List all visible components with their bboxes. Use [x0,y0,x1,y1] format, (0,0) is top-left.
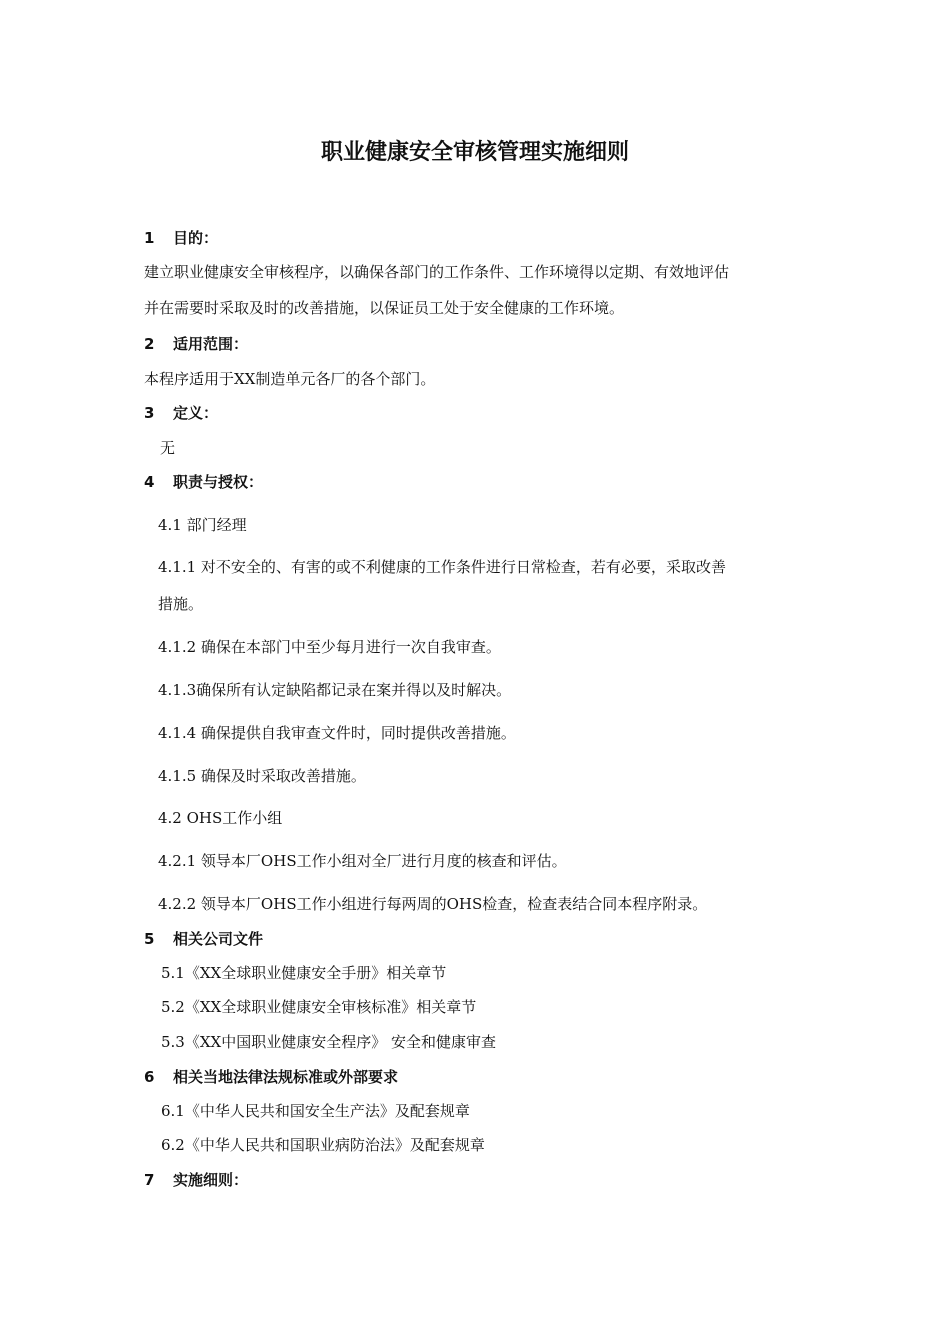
section-number: 7 [144,1171,155,1189]
subsection-line: 4.2 OHS工作小组 [158,809,283,827]
section-title: 适用范围： [173,335,249,353]
section-heading-4 [144,472,263,492]
paragraph-line: 建立职业健康安全审核程序，以确保各部门的工作条件、工作环境得以定期、有效地评估 [144,263,730,281]
section-number: 4 [144,473,155,491]
paragraph-line: 4.1.5 确保及时采取改善措施。 [158,767,366,785]
section-title: 目的： [173,229,219,247]
section-title: 相关当地法律法规标准或外部要求 [173,1068,399,1086]
list-item: 6.1《中华人民共和国安全生产法》及配套规章 [161,1102,470,1120]
section-number: 1 [144,229,155,247]
section-heading-1 [144,228,218,248]
section-number: 3 [144,404,155,422]
paragraph-line: 4.1.1 对不安全的、有害的或不利健康的工作条件进行日常检查，若有必要，采取改善 [158,558,726,576]
paragraph-line: 无 [160,439,176,457]
section-heading-2 [144,334,248,354]
paragraph-line: 4.2.2 领导本厂OHS工作小组进行每两周的OHS检查，检查表结合同本程序附录。 [158,895,708,913]
paragraph-line: 4.2.1 领导本厂OHS工作小组对全厂进行月度的核查和评估。 [158,852,567,870]
section-number: 5 [144,930,155,948]
section-title: 职责与授权： [173,473,264,491]
subsection-line: 4.1 部门经理 [158,516,247,534]
list-item: 5.3《XX中国职业健康安全程序》 安全和健康审查 [161,1033,496,1051]
paragraph-line: 本程序适用于XX制造单元各厂的各个部门。 [144,370,436,388]
paragraph-line: 4.1.2 确保在本部门中至少每月进行一次自我审查。 [158,638,501,656]
section-title: 定义： [173,404,219,422]
section-heading-5 [144,929,263,949]
section-number: 6 [144,1068,155,1086]
paragraph-line: 并在需要时采取及时的改善措施，以保证员工处于安全健康的工作环境。 [144,299,625,317]
list-item: 5.2《XX全球职业健康安全审核标准》相关章节 [161,998,477,1016]
section-title: 相关公司文件 [173,930,264,948]
section-heading-7 [144,1170,248,1190]
list-item: 6.2《中华人民共和国职业病防治法》及配套规章 [161,1136,485,1154]
paragraph-line: 措施。 [158,595,204,613]
document-title: 职业健康安全审核管理实施细则 [320,140,629,165]
section-title: 实施细则： [173,1171,249,1189]
section-number: 2 [144,335,155,353]
list-item: 5.1《XX全球职业健康安全手册》相关章节 [161,964,447,982]
paragraph-line: 4.1.3确保所有认定缺陷都记录在案并得以及时解决。 [158,681,512,699]
section-heading-6 [144,1067,398,1087]
paragraph-line: 4.1.4 确保提供自我审查文件时，同时提供改善措施。 [158,724,516,742]
section-heading-3 [144,403,218,423]
